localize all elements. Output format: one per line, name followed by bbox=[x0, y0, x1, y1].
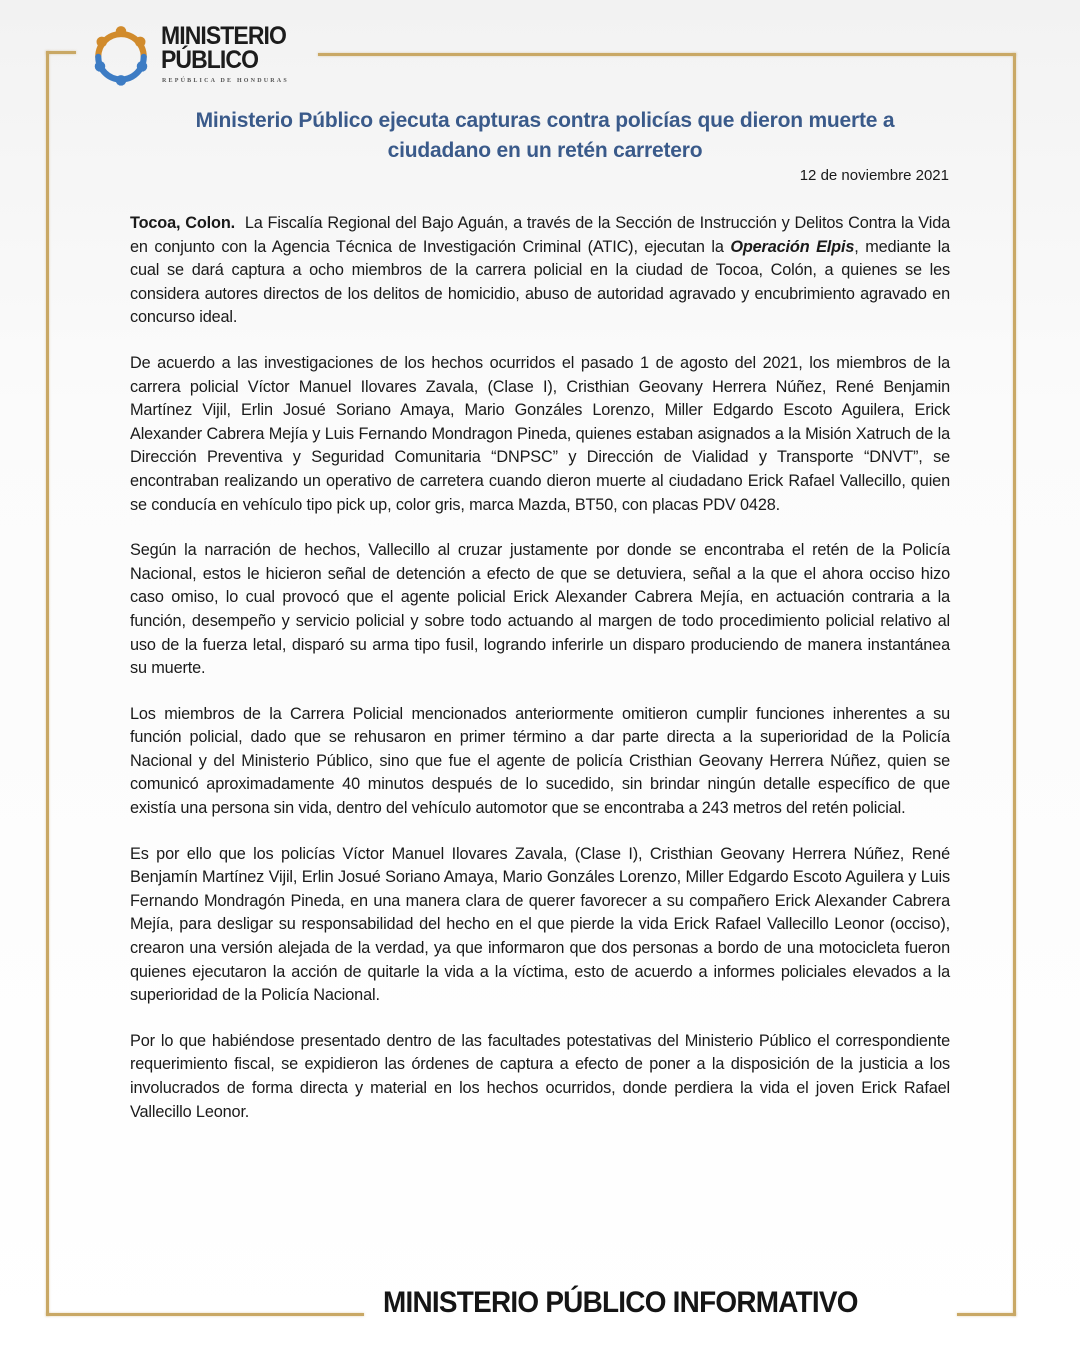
paragraph-1 bbox=[130, 212, 950, 330]
logo-line-1: MINISTERIO bbox=[161, 22, 286, 50]
frame-bottom-left bbox=[46, 1313, 364, 1316]
article-body bbox=[130, 212, 950, 1146]
paragraph-3: Según la narración de hechos, Vallecillo al cruzar justamente por donde se encontraba el retén de la Policía Nacional, estos le hicieron señal de detención a efecto de que se detuviera, señal a la que el ahora occiso hizo caso omiso, lo cual provocó que el agente policial Erick Alexander Cabrera Mejía, en actuación contraria a la función, desempeño y servicio policial y sobre todo actuando al margen de todo procedimiento policial relativo al uso de la fuerza letal, disparó su arma tipo fusil, logrando inferirle un disparo produciendo de manera instantánea su muerte. bbox=[130, 541, 950, 678]
footer-title: MINISTERIO PÚBLICO INFORMATIVO bbox=[383, 1286, 858, 1319]
operation-name: Operación Elpis bbox=[730, 237, 855, 256]
paragraph-2: De acuerdo a las investigaciones de los hechos ocurridos el pasado 1 de agosto del 2021, los miembros de la carrera policial Víctor Manuel Ilovares Zavala, (Clase I), Cristhian Geovany Herrera Núñez, René Benjamin Martínez Vijil, Erlin Josué Soriano Amaya, Mario Gonzáles Lorenzo, Miller Edgardo Escoto Aguilera, Erick Alexander Cabrera Mejía y Luis Fernando Mondragon Pineda, quienes estaban asignados a la Misión Xatruch de la Dirección Preventiva y Seguridad Comunitaria “DNPSC” y Dirección de Vialidad y Transporte “DNVT”, se encontraban realizando un operativo de carretera cuando dieron muerte al ciudadano Erick Rafael Vallecillo, quien se conducía en vehículo tipo pick up, color gris, marca Mazda, BT50, con placas PDV 0428. bbox=[130, 353, 950, 514]
frame-top-right bbox=[318, 53, 1016, 56]
ministerio-publico-logo bbox=[86, 20, 316, 92]
article-title: Ministerio Público ejecuta capturas contra policías que dieron muerte a ciudadano en un retén carretero bbox=[195, 109, 895, 162]
frame-right bbox=[1013, 53, 1016, 1316]
dateline: Tocoa, Colon. bbox=[130, 214, 236, 232]
paragraph-5: Es por ello que los policías Víctor Manuel Ilovares Zavala, (Clase I), Cristhian Geovany Herrera Núñez, René Benjamín Martínez Vijil, Erlin Josué Soriano Amaya, Mario Gonzáles Lorenzo, Miller Edgardo Escoto Aguilera y Luis Fernando Mondragón Pineda, en una manera clara de querer favorecer a su compañero Erick Alexander Cabrera Mejía, para desligar su responsabilidad del hecho en el que pierde la vida Erick Rafael Vallecillo Leonor (occiso), crearon una versión alejada de la verdad, ya que informaron que dos personas a bordo de una motocicleta fueron quienes ejecutaron la acción de quitarle la vida a la víctima, esto de acuerdo a informes policiales elevados a la superioridad de la Policía Nacional. bbox=[130, 844, 950, 1005]
article-date: 12 de noviembre 2021 bbox=[799, 167, 949, 184]
frame-bottom-right bbox=[957, 1313, 1016, 1316]
paragraph-1-text-a: La Fiscalía Regional del Bajo Aguán, a través de la Sección de Instrucción y Delitos Contra la Vida en conjunto con la Agencia Técnica de Investigación Criminal (ATIC), ejecutan la bbox=[130, 214, 950, 256]
paragraph-4: Los miembros de la Carrera Policial mencionados anteriormente omitieron cumplir funciones inherentes a su función policial, dado que se rehusaron en primer término a dar parte directa a la superioridad de la Policía Nacional y del Ministerio Público, sino que fue el agente de policía Cristhian Geovany Herrera Núñez, quien se comunicó aproximadamente 40 minutos después de lo sucedido, sin brindar ningún detalle específico de que existía una persona sin vida, dentro del vehículo automotor que se encontraba a 243 metros del retén policial. bbox=[130, 704, 950, 818]
logo-line-2: PÚBLICO bbox=[161, 46, 259, 74]
paragraph-6: Por lo que habiéndose presentado dentro de las facultades potestativas del Ministerio Público el correspondiente requerimiento fiscal, se expidieron las órdenes de captura a efecto de poner a la disposición de la justicia a los involucrados de forma directa y material en los hechos ocurridos, donde perdiera la vida el joven Erick Rafael Vallecillo Leonor. bbox=[130, 1031, 950, 1121]
frame-top-left bbox=[46, 51, 76, 54]
frame-left bbox=[46, 51, 49, 1316]
people-circle-icon bbox=[86, 20, 156, 90]
paragraph-1-text-b: , mediante la cual se dará captura a ocho miembros de la carrera policial en la ciudad de Tocoa, Colón, a quienes se les considera autores directos de los delitos de homicidio, abuso de autoridad agravado y encubrimiento agravado en concurso ideal. bbox=[130, 237, 950, 327]
logo-subtitle: REPÚBLICA DE HONDURAS bbox=[162, 78, 289, 84]
